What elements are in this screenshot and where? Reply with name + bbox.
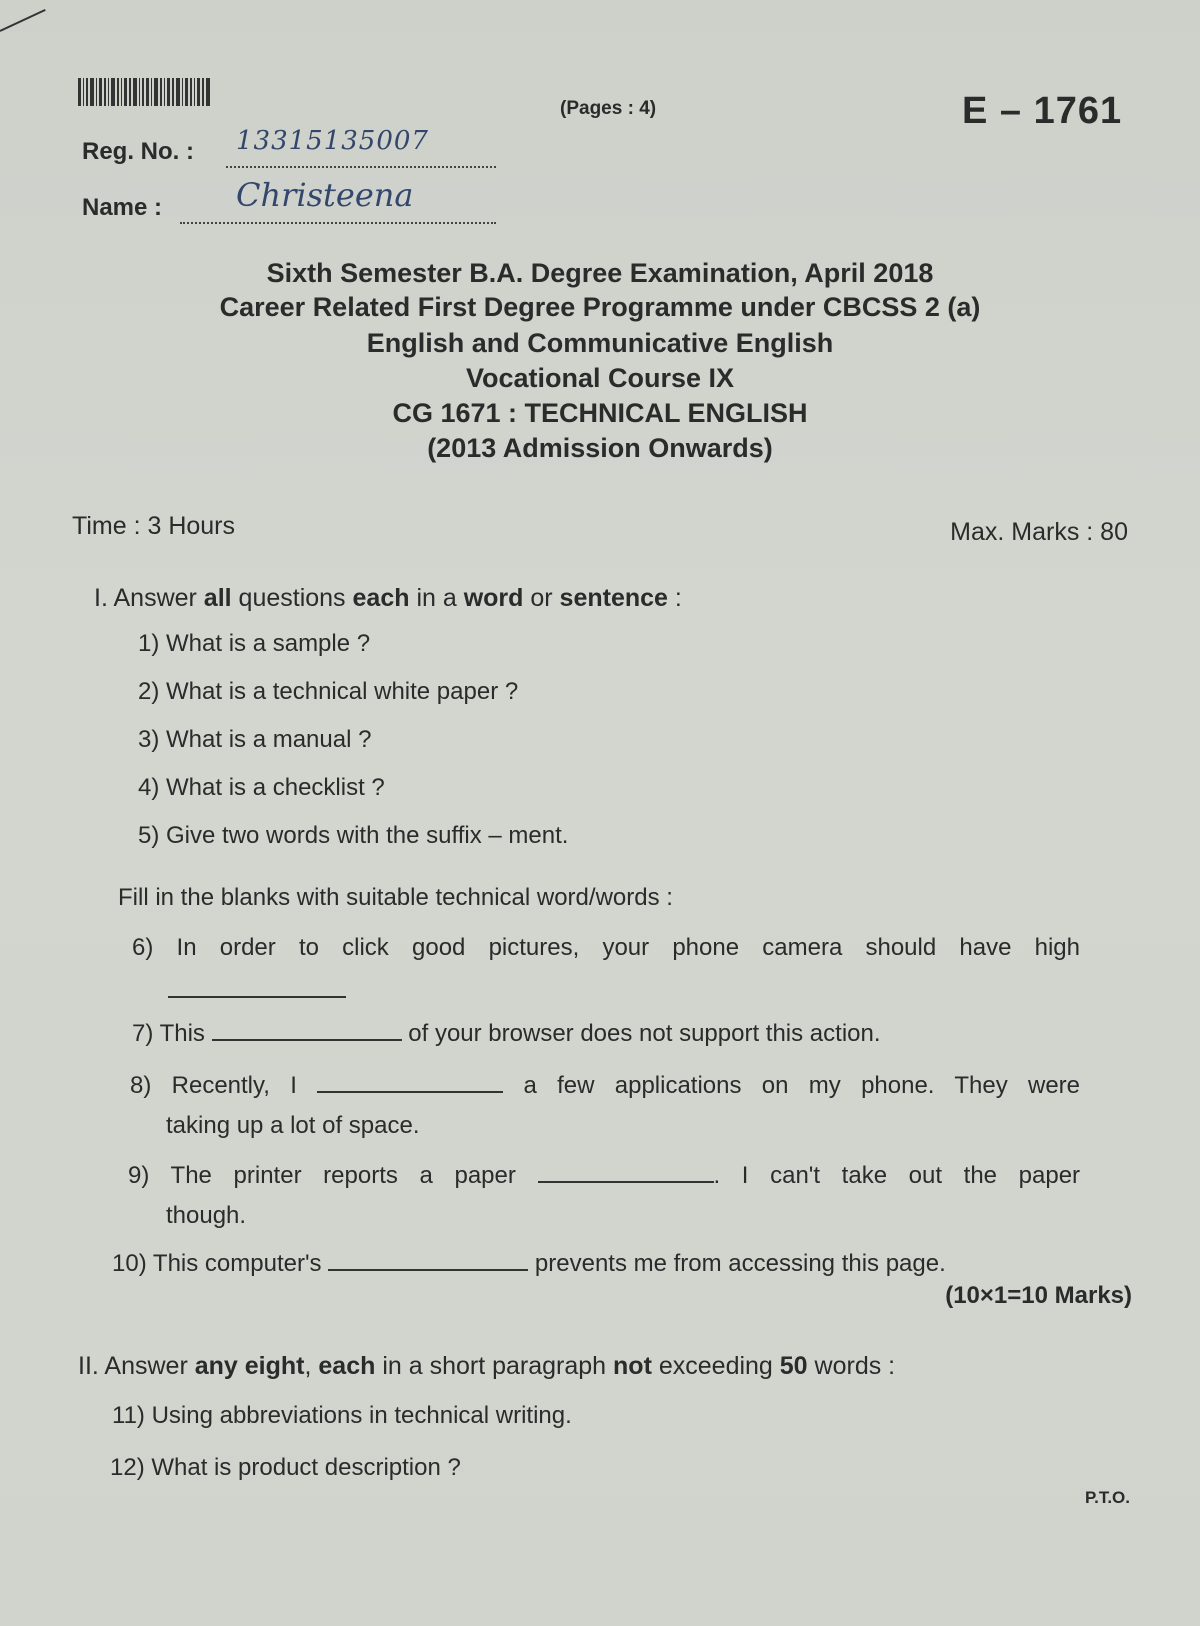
question-8-blank [317, 1089, 503, 1093]
name-label: Name : [82, 194, 163, 221]
question-11: 11) Using abbreviations in technical writing. [112, 1402, 572, 1429]
question-6-blank [168, 996, 346, 998]
question-6: 6) In order to click good pictures, your phone camera should have high [132, 934, 1080, 961]
pen-mark [0, 9, 46, 32]
reg-number-handwritten: 13315135007 [236, 126, 429, 156]
reg-label: Reg. No. : [82, 138, 194, 165]
question-9: 9) The printer reports a paper . I can't take out the paper [128, 1162, 1081, 1189]
question-3: 3) What is a manual ? [138, 726, 372, 753]
title-line-3: English and Communicative English [366, 328, 834, 358]
question-10: 10) This computer's prevents me from accessing this page. [112, 1250, 946, 1277]
fill-instruction: Fill in the blanks with suitable technical word/words : [118, 884, 673, 911]
question-8-cont: taking up a lot of space. [166, 1112, 420, 1139]
title-line-4: Vocational Course IX [465, 363, 735, 393]
question-8: 8) Recently, I a few applications on my phone. They were [130, 1072, 1080, 1099]
title-line-1: Sixth Semester B.A. Degree Examination, April 2018 [266, 258, 934, 288]
question-9-cont: though. [166, 1202, 247, 1229]
title-line-2: Career Related First Degree Programme under CBCSS 2 (a) [219, 292, 981, 322]
section-1-marks: (10×1=10 Marks) [945, 1282, 1132, 1309]
max-marks: Max. Marks : 80 [950, 518, 1128, 546]
time-allowed: Time : 3 Hours [72, 512, 236, 540]
question-5: 5) Give two words with the suffix – ment. [138, 822, 569, 849]
question-10-blank [328, 1267, 528, 1271]
please-turn-over: P.T.O. [1084, 1488, 1130, 1507]
name-handwritten: Christeena [236, 176, 414, 214]
title-line-5: CG 1671 : TECHNICAL ENGLISH [392, 398, 808, 428]
question-4: 4) What is a checklist ? [138, 774, 385, 801]
question-1: 1) What is a sample ? [138, 630, 371, 657]
question-2: 2) What is a technical white paper ? [138, 678, 519, 705]
question-9-blank [538, 1179, 714, 1183]
section-2-instruction: II. Answer any eight, each in a short paragraph not exceeding 50 words : [78, 1352, 896, 1380]
question-7-blank [212, 1037, 402, 1041]
pages-count: (Pages : 4) [560, 98, 657, 119]
question-12: 12) What is product description ? [110, 1454, 461, 1481]
barcode [78, 78, 248, 106]
exam-code: E – 1761 [962, 90, 1123, 132]
title-line-6: (2013 Admission Onwards) [427, 433, 773, 463]
section-1-instruction: I. Answer all questions each in a word or sentence : [94, 584, 682, 612]
question-7: 7) This of your browser does not support this action. [132, 1020, 881, 1047]
